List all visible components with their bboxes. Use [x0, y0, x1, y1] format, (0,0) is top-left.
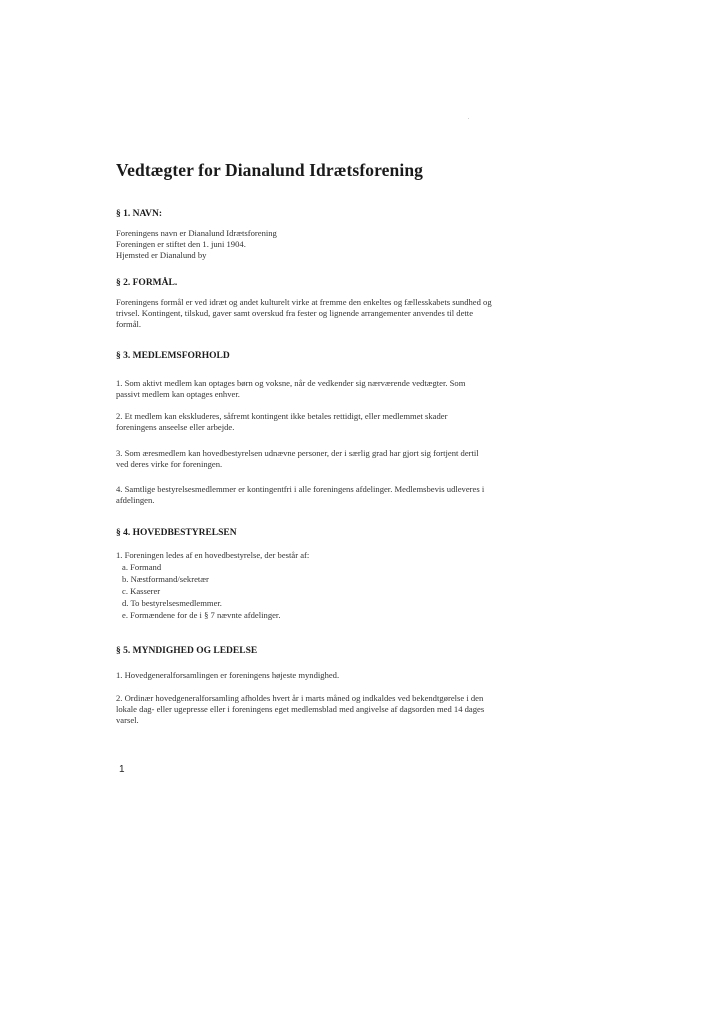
list-item: e. Formændene for de i § 7 nævnte afdelinger.	[122, 610, 281, 620]
text-line: formål.	[116, 319, 142, 329]
section-3-paragraph-3	[116, 448, 479, 470]
text-line: 3. Som æresmedlem kan hovedbestyrelsen udnævne personer, der i særlig grad har gjort sig fortjent dertil	[116, 448, 479, 458]
text-line: Foreningens formål er ved idræt og andet kulturelt virke at fremme den enkeltes og fællesskabets sundhed og	[116, 297, 492, 307]
text-line: Hjemsted er Dianalund by	[116, 250, 207, 260]
text-line: Foreningens navn er Dianalund Idrætsforening	[116, 228, 277, 238]
list-item: d. To bestyrelsesmedlemmer.	[122, 598, 222, 608]
text-line: trivsel. Kontingent, tilskud, gaver samt overskud fra fester og lignende arrangementer anvendes til dette	[116, 308, 474, 318]
section-5-paragraph-2	[116, 693, 484, 726]
text-line: varsel.	[116, 715, 139, 725]
text-line: Foreningen er stiftet den 1. juni 1904.	[116, 239, 246, 249]
text-line: 2. Ordinær hovedgeneralforsamling afholdes hvert år i marts måned og indkaldes ved bekendtgørelse i den	[116, 693, 484, 703]
list-item: c. Kasserer	[122, 586, 161, 596]
text-line: 1. Som aktivt medlem kan optages børn og voksne, når de vedkender sig nærværende vedtægter. Som	[116, 378, 466, 388]
text-line: 2. Et medlem kan ekskluderes, såfremt kontingent ikke betales rettidigt, eller medlemmet skader	[116, 411, 448, 421]
section-2-heading: § 2. FORMÅL.	[116, 278, 178, 288]
section-5-heading: § 5. MYNDIGHED OG LEDELSE	[116, 646, 258, 656]
section-5-paragraph-1	[116, 670, 339, 681]
text-line: afdelingen.	[116, 495, 155, 505]
section-1-heading: § 1. NAVN:	[116, 209, 163, 219]
document-title: Vedtægter for Dianalund Idrætsforening	[116, 160, 423, 180]
page-number: 1	[119, 764, 125, 775]
list-item: a. Formand	[122, 562, 162, 572]
section-2-body	[116, 297, 492, 330]
scan-speck	[468, 118, 469, 119]
section-3-paragraph-4	[116, 484, 484, 506]
section-4-intro: 1. Foreningen ledes af en hovedbestyrelse, der består af:	[116, 550, 310, 560]
text-line: 4. Samtlige bestyrelsesmedlemmer er kontingentfri i alle foreningens afdelinger. Medlemsbevis udleveres i	[116, 484, 485, 494]
text-line: passivt medlem kan optages enhver.	[116, 389, 240, 399]
section-4-heading: § 4. HOVEDBESTYRELSEN	[116, 528, 237, 538]
section-1-body	[116, 228, 277, 261]
text-line: foreningens anseelse eller arbejde.	[116, 422, 235, 432]
text-line: ved deres virke for foreningen.	[116, 459, 223, 469]
text-line: 1. Hovedgeneralforsamlingen er foreningens højeste myndighed.	[116, 670, 340, 680]
list-item: b. Næstformand/sekretær	[122, 574, 209, 584]
section-3-paragraph-2	[116, 411, 447, 433]
section-3-heading: § 3. MEDLEMSFORHOLD	[116, 351, 230, 361]
section-3-paragraph-1	[116, 378, 465, 400]
text-line: lokale dag- eller ugepresse eller i foreningens eget medlemsblad med angivelse af dagsorden med 14 dages	[116, 704, 485, 714]
